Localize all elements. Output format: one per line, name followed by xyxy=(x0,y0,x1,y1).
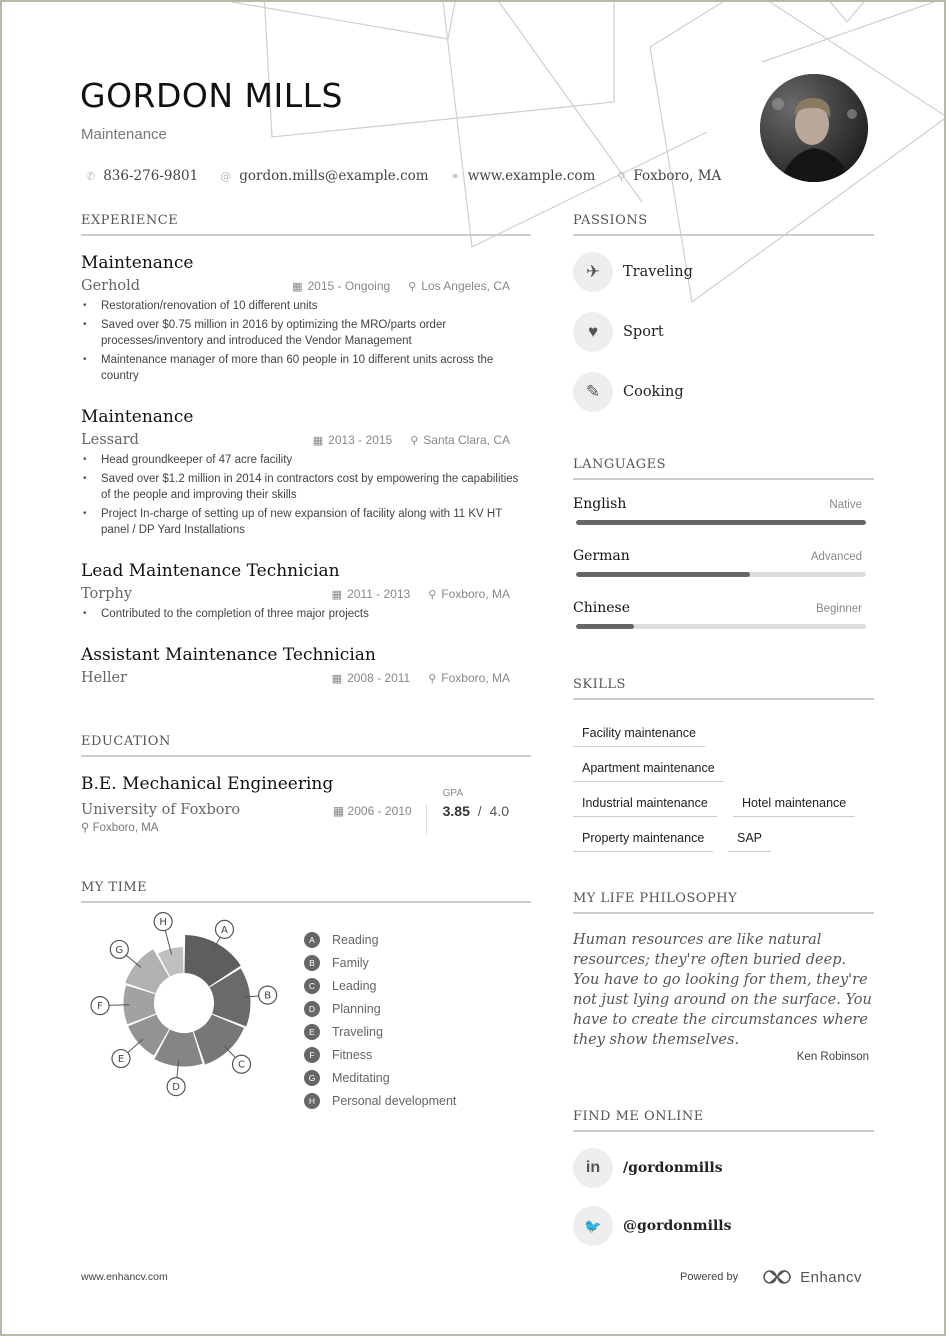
job-title: Assistant Maintenance Technician xyxy=(81,645,376,665)
enhancv-logo-icon xyxy=(760,1268,794,1286)
language-bar-fill xyxy=(576,572,750,577)
legend-item xyxy=(304,974,456,997)
footer-website[interactable]: www.enhancv.com xyxy=(81,1271,168,1283)
candidate-role: Maintenance xyxy=(81,126,167,143)
skill-tag: Apartment maintenance xyxy=(573,761,724,782)
legend-label: Family xyxy=(332,955,369,970)
powered-by-text: Powered by xyxy=(680,1271,739,1283)
language-level: Beginner xyxy=(815,603,862,615)
experience-entry xyxy=(81,561,531,625)
school: University of Foxboro xyxy=(81,802,241,818)
link-icon: ⚭ xyxy=(450,169,460,183)
language-name: Chinese xyxy=(573,600,630,616)
enhancv-logo[interactable] xyxy=(760,1268,862,1286)
location-pin-icon: ⚲ xyxy=(617,169,626,183)
legend-label: Leading xyxy=(332,978,377,993)
calendar-icon: ▦ xyxy=(292,280,303,293)
profile-photo xyxy=(760,74,868,182)
brand-name: Enhancv xyxy=(800,1268,862,1286)
calendar-icon: ▦ xyxy=(312,434,324,447)
calendar-icon: ▦ xyxy=(332,804,345,818)
carrot-icon: ✎ xyxy=(573,372,613,412)
job-location: Foxboro, MA xyxy=(441,587,510,601)
phone-text: 836-276-9801 xyxy=(103,168,199,184)
location-pin-icon: ⚲ xyxy=(428,588,437,601)
language-level: Advanced xyxy=(810,551,862,563)
experience-entry xyxy=(81,645,531,686)
language-bar xyxy=(576,624,866,629)
language-item xyxy=(573,548,866,577)
job-bullet: • Contributed to the completion of three major projects xyxy=(81,606,521,622)
job-title: Maintenance xyxy=(81,407,194,427)
legend-item xyxy=(304,1089,456,1112)
legend-label: Personal development xyxy=(332,1093,457,1108)
contact-email[interactable] xyxy=(220,168,428,184)
passion-item xyxy=(573,312,664,352)
language-item xyxy=(573,496,866,525)
job-bullet: • Head groundkeeper of 47 acre facility xyxy=(81,452,521,468)
job-title: Lead Maintenance Technician xyxy=(81,561,340,581)
twitter-icon: 🐦 xyxy=(573,1206,613,1246)
language-bar-fill xyxy=(576,624,634,629)
my-time-heading: MY TIME xyxy=(81,880,531,903)
passions-heading: PASSIONS xyxy=(573,213,874,236)
job-bullet: • Maintenance manager of more than 60 people in 10 different units across the country xyxy=(81,352,521,384)
legend-letter-badge: H xyxy=(304,1093,320,1109)
language-item xyxy=(573,600,866,629)
legend-item xyxy=(304,997,456,1020)
skill-tag: Property maintenance xyxy=(573,831,713,852)
my-time-legend xyxy=(304,928,456,1112)
skills-heading: SKILLS xyxy=(573,677,874,700)
contact-location xyxy=(617,168,721,184)
candidate-name: GORDON MILLS xyxy=(80,76,343,115)
job-company: Torphy xyxy=(81,586,133,602)
donut-callout-letter: F xyxy=(97,1001,103,1013)
my-time-donut-chart xyxy=(82,907,282,1097)
experience-entry xyxy=(81,407,531,541)
legend-item xyxy=(304,928,456,951)
legend-letter-badge: E xyxy=(304,1024,320,1040)
philosophy-heading: MY LIFE PHILOSOPHY xyxy=(573,891,874,914)
gpa-separator: / xyxy=(477,803,482,819)
job-location: Foxboro, MA xyxy=(441,671,510,685)
legend-letter-badge: D xyxy=(304,1001,320,1017)
job-dates: 2011 - 2013 xyxy=(347,587,411,601)
passion-label: Cooking xyxy=(623,384,684,400)
social-handle: @gordonmills xyxy=(623,1218,732,1234)
job-company: Heller xyxy=(81,670,128,686)
legend-label: Planning xyxy=(332,1001,381,1016)
legend-letter-badge: F xyxy=(304,1047,320,1063)
job-title: Maintenance xyxy=(81,253,194,273)
job-company: Lessard xyxy=(81,432,139,448)
legend-item xyxy=(304,951,456,974)
legend-label: Fitness xyxy=(332,1047,373,1062)
degree: B.E. Mechanical Engineering xyxy=(81,774,334,794)
job-bullet: • Saved over $1.2 million in 2014 in contractors cost by empowering the capabilities of the people and improving their skills xyxy=(81,471,521,503)
online-heading: FIND ME ONLINE xyxy=(573,1109,874,1132)
email-text: gordon.mills@example.com xyxy=(239,168,429,184)
website-text: www.example.com xyxy=(467,168,596,184)
location-pin-icon: ⚲ xyxy=(408,280,417,293)
phone-icon: ✆ xyxy=(86,169,96,183)
skill-tag: Hotel maintenance xyxy=(733,796,855,817)
donut-callout-letter: G xyxy=(115,944,124,956)
linkedin-icon: in xyxy=(573,1148,613,1188)
plane-icon: ✈ xyxy=(573,252,613,292)
location-pin-icon: ⚲ xyxy=(410,434,419,447)
gpa-max: 4.0 xyxy=(489,803,509,819)
legend-label: Traveling xyxy=(332,1024,383,1039)
job-bullet: • Restoration/renovation of 10 different units xyxy=(81,298,521,314)
language-name: German xyxy=(573,548,630,564)
experience-heading: EXPERIENCE xyxy=(81,213,531,236)
donut-callout-letter: H xyxy=(159,917,167,929)
language-bar xyxy=(576,572,866,577)
legend-letter-badge: G xyxy=(304,1070,320,1086)
calendar-icon: ▦ xyxy=(331,588,343,601)
at-icon: @ xyxy=(220,169,232,183)
gpa-value: 3.85 xyxy=(442,803,470,819)
passion-label: Sport xyxy=(623,324,664,340)
legend-item xyxy=(304,1043,456,1066)
social-twitter[interactable] xyxy=(573,1206,731,1246)
location-pin-icon: ⚲ xyxy=(81,822,90,834)
legend-label: Meditating xyxy=(332,1070,390,1085)
calendar-icon: ▦ xyxy=(331,672,343,685)
contact-website[interactable] xyxy=(451,168,596,184)
skill-tag: SAP xyxy=(728,831,771,852)
philosophy-quote: Human resources are like natural resources; they're often buried deep. You have to go looking for them, they're not just lying around on the surface. You have to create the circumstances where they show themselves. xyxy=(573,932,872,1048)
quote-author: Ken Robinson xyxy=(796,1051,869,1063)
donut-callout-letter: C xyxy=(238,1059,245,1071)
passion-item xyxy=(573,372,684,412)
legend-label: Reading xyxy=(332,932,379,947)
donut-callout-letter: E xyxy=(117,1054,125,1066)
contact-row xyxy=(86,168,743,184)
legend-letter-badge: C xyxy=(304,978,320,994)
language-name: English xyxy=(573,496,627,512)
passion-item xyxy=(573,252,693,292)
job-location: Los Angeles, CA xyxy=(421,279,510,293)
job-company: Gerhold xyxy=(81,278,141,294)
donut-callout-letter: A xyxy=(221,924,228,936)
skill-tag: Industrial maintenance xyxy=(573,796,717,817)
job-dates: 2013 - 2015 xyxy=(328,433,393,447)
location-pin-icon: ⚲ xyxy=(428,672,437,685)
language-level: Native xyxy=(829,499,862,511)
donut-callout-letter: B xyxy=(264,990,272,1002)
experience-entry xyxy=(81,253,531,387)
education-dates: 2006 - 2010 xyxy=(347,804,412,818)
education-entry xyxy=(81,774,531,834)
legend-letter-badge: A xyxy=(304,932,320,948)
gpa-label: GPA xyxy=(442,788,463,799)
legend-item xyxy=(304,1066,456,1089)
legend-letter-badge: B xyxy=(304,955,320,971)
social-linkedin[interactable] xyxy=(573,1148,723,1188)
language-bar xyxy=(576,520,866,525)
skill-tag: Facility maintenance xyxy=(573,726,705,747)
contact-phone[interactable] xyxy=(86,168,198,184)
footer-powered-by xyxy=(680,1268,862,1286)
languages-heading: LANGUAGES xyxy=(573,457,874,480)
location-text: Foxboro, MA xyxy=(633,168,722,184)
heart-icon: ♥ xyxy=(573,312,613,352)
job-bullet: • Saved over $0.75 million in 2016 by optimizing the MRO/parts order processes/inventory and introduced the Vendor Management xyxy=(81,317,521,349)
language-bar-fill xyxy=(576,520,866,525)
legend-item xyxy=(304,1020,456,1043)
donut-callout-letter: D xyxy=(172,1082,180,1094)
job-bullet: • Project In-charge of setting up of new expansion of facility along with 11 KV HT panel / DP Yard Installations xyxy=(81,506,521,538)
education-location: Foxboro, MA xyxy=(92,822,159,834)
job-dates: 2008 - 2011 xyxy=(347,671,411,685)
job-dates: 2015 - Ongoing xyxy=(307,279,391,293)
passion-label: Traveling xyxy=(623,264,693,280)
education-heading: EDUCATION xyxy=(81,734,531,757)
job-location: Santa Clara, CA xyxy=(423,433,510,447)
social-handle: /gordonmills xyxy=(623,1160,723,1176)
